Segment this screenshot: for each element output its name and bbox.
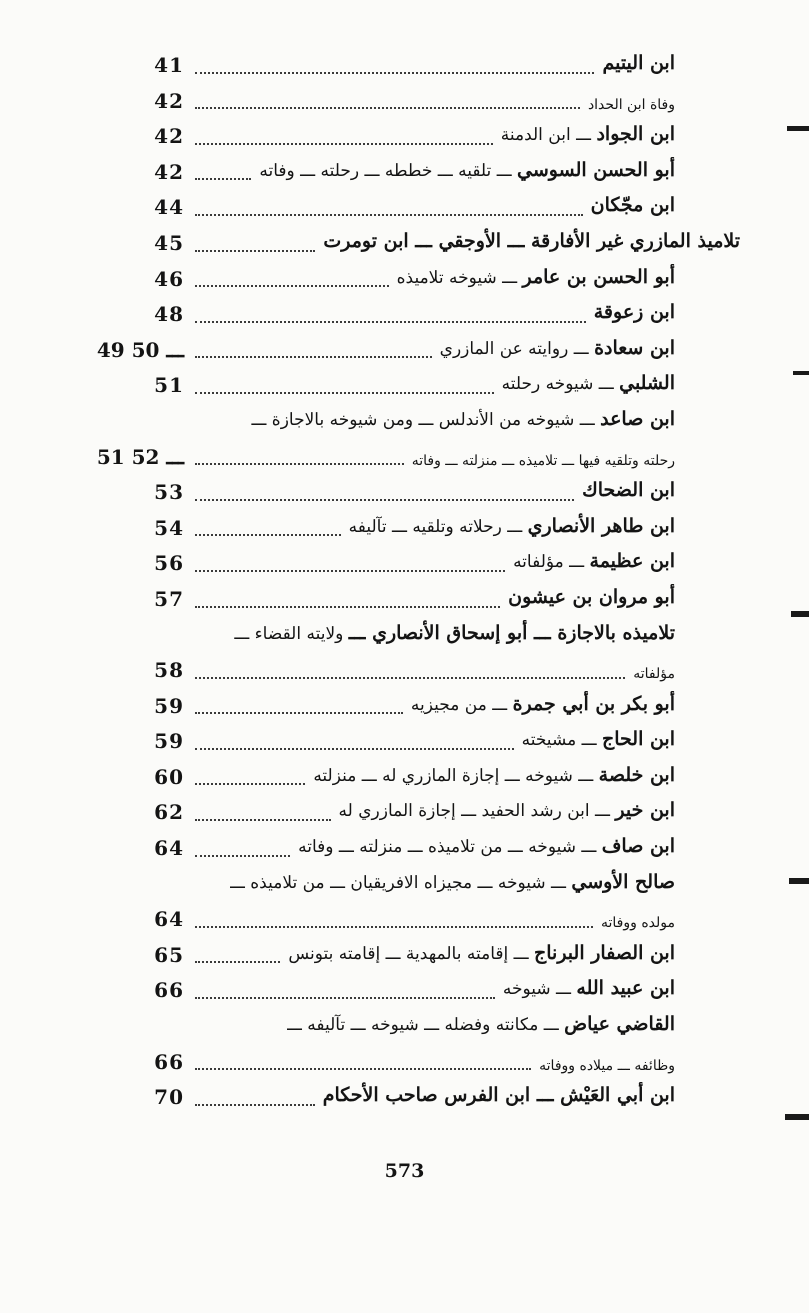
- leader-dots: [195, 568, 505, 572]
- entry-text: [287, 1011, 675, 1038]
- entry-lead: ابن صاف: [601, 835, 675, 858]
- entry-lead: ابن خير: [615, 799, 675, 822]
- page-ref: 66: [154, 1049, 184, 1074]
- entry-lead: ابن زعوقة: [593, 301, 675, 324]
- leader-dots: [195, 497, 574, 501]
- leader-dots: [195, 212, 583, 216]
- entry-text: [601, 910, 675, 936]
- entry-detail: ـــ ابن الدمنة: [500, 125, 597, 146]
- toc-entry: [90, 402, 740, 438]
- leader-dots: [195, 141, 493, 145]
- page-ref: 45: [154, 230, 184, 255]
- page-ref: 44: [154, 195, 184, 220]
- table-of-contents: [90, 46, 740, 1114]
- page-ref: 59: [154, 729, 184, 754]
- entry-lead: ابن سعادة: [594, 336, 675, 359]
- entry-text: [591, 192, 675, 219]
- entry-text: [323, 228, 740, 255]
- entry-text: [501, 121, 675, 148]
- entry-lead: أبو بكر بن أبي جمرة: [512, 692, 675, 715]
- entry-detail: ـــ شيوخه تلاميذه: [396, 267, 523, 288]
- leader-dots: [195, 675, 625, 679]
- entry-text: [339, 797, 675, 824]
- page-ref: 54: [154, 515, 184, 540]
- page-ref: 66: [154, 978, 184, 1003]
- entry-lead: الشلبي: [619, 372, 675, 395]
- toc-entry: [90, 366, 740, 402]
- entry-lead: ابن مجّكان: [590, 194, 675, 217]
- leader-dots: [195, 604, 500, 608]
- leader-dots: [195, 319, 586, 323]
- entry-text: [503, 975, 675, 1002]
- toc-entry: [90, 651, 740, 687]
- entry-lead: ابن اليتيم: [602, 52, 675, 74]
- entry-text: [323, 1082, 675, 1109]
- toc-entry: [90, 473, 740, 509]
- toc-entry: [90, 82, 740, 118]
- toc-entry: [90, 829, 740, 865]
- entry-lead: ابن أبي العَيْش ـــ ابن الفرس صاحب الأحكام: [322, 1084, 675, 1107]
- page-ref: 53: [154, 480, 184, 505]
- leader-dots: [195, 354, 432, 358]
- page-ref: 49 ـــ 50: [96, 337, 184, 362]
- scan-mark: [789, 878, 809, 884]
- toc-entry: [90, 936, 740, 972]
- entry-detail: ـــ شيوخه رحلته: [501, 374, 620, 395]
- page-ref: 62: [154, 800, 184, 825]
- entry-text: [288, 940, 675, 967]
- page-number: 573: [384, 1160, 425, 1182]
- entry-lead: أبو الحسن بن عامر: [522, 265, 675, 288]
- leader-dots: [195, 176, 251, 180]
- toc-entry: [90, 900, 740, 936]
- page-ref: 42: [154, 124, 184, 149]
- entry-text: [411, 691, 675, 718]
- leader-dots: [195, 1066, 531, 1070]
- entry-lead: ابن الضحاك: [582, 479, 675, 502]
- entry-lead: تلاميذ المازري غير الأفارقة ـــ الأوجقي ـــ ابن تومرت: [323, 229, 740, 252]
- page-ref: 60: [154, 764, 184, 789]
- entry-lead: أبو الحسن السوسي: [517, 158, 675, 181]
- entry-detail: ـــ شيوخه من الأندلس ـــ ومن شيوخه بالاجازة ـــ: [251, 409, 601, 430]
- entry-detail: ـــ روايته عن المازري: [439, 338, 595, 359]
- page-ref: 64: [154, 907, 184, 932]
- toc-entry: [90, 616, 740, 652]
- page-ref: 46: [154, 266, 184, 291]
- page-ref: 64: [154, 836, 184, 861]
- leader-dots: [195, 461, 404, 465]
- entry-lead: ابن الجواد: [596, 123, 675, 146]
- toc-entry: [90, 188, 740, 224]
- entry-detail: ـــ رحلاته وتلقيه ـــ تآليفه: [348, 516, 528, 537]
- toc-entry: [90, 1043, 740, 1079]
- entry-detail: ـــ تلقيه ـــ خططه ـــ رحلته ـــ وفاته: [259, 160, 518, 181]
- page-ref: 59: [154, 693, 184, 718]
- entry-text: [633, 661, 675, 687]
- entry-text: [251, 406, 675, 433]
- leader-dots: [195, 995, 495, 999]
- scan-mark: [787, 126, 809, 131]
- page-ref: 48: [154, 302, 184, 327]
- entry-lead: القاضي عياض: [564, 1013, 675, 1036]
- entry-text: [602, 50, 675, 77]
- leader-dots: [195, 70, 594, 74]
- page-ref: 58: [154, 658, 184, 683]
- entry-lead: ابن خلصة: [598, 763, 675, 786]
- leader-dots: [195, 924, 593, 928]
- entry-text: [234, 620, 675, 647]
- scan-mark: [785, 1114, 809, 1120]
- leader-dots: [195, 710, 403, 714]
- entry-text: [440, 335, 675, 362]
- entry-detail: وفاة ابن الحداد: [587, 96, 675, 113]
- entry-detail: ـــ ابن رشد الحفيد ـــ إجازة المازري له: [338, 801, 616, 822]
- entry-lead: أبو مروان بن عيشون: [508, 585, 675, 608]
- toc-entry: [90, 1007, 740, 1043]
- entry-text: [539, 1053, 675, 1079]
- entry-text: [349, 513, 675, 540]
- page-ref: 56: [154, 551, 184, 576]
- entry-lead: ابن عظيمة: [589, 550, 675, 573]
- toc-entry: [90, 793, 740, 829]
- leader-dots: [195, 817, 331, 821]
- toc-entry: [90, 971, 740, 1007]
- entry-lead: ابن الصفار البرناج: [533, 941, 675, 964]
- toc-entry: [90, 722, 740, 758]
- entry-lead: ابن طاهر الأنصاري: [527, 514, 675, 537]
- toc-entry: [90, 260, 740, 296]
- toc-entry: [90, 687, 740, 723]
- entry-detail: ـــ مكانته وفضله ـــ شيوخه ـــ تآليفه ـــ: [286, 1015, 565, 1036]
- toc-entry: [90, 509, 740, 545]
- entry-text: [582, 477, 675, 504]
- scan-mark: [791, 611, 809, 617]
- toc-entry: [90, 544, 740, 580]
- leader-dots: [195, 853, 290, 857]
- leader-dots: [195, 283, 389, 287]
- toc-entry: [90, 865, 740, 901]
- entry-detail: ـــ مشيخته: [521, 730, 602, 751]
- entry-text: [522, 726, 675, 753]
- entry-detail: ـــ من مجيزيه: [410, 694, 513, 715]
- entry-lead: ابن صاعد: [600, 407, 675, 430]
- leader-dots: [195, 1102, 315, 1106]
- entry-lead: ابن عبيد الله: [576, 977, 675, 1000]
- entry-text: [298, 833, 675, 860]
- page-ref: 51: [154, 373, 184, 398]
- entry-text: [502, 370, 675, 397]
- toc-entry: [90, 1078, 740, 1114]
- entry-lead: تلاميذه بالاجازة ـــ أبو إسحاق الأنصاري ـــ: [348, 621, 675, 644]
- entry-detail: ـــ شيوخه ـــ مجيزاه الافريقيان ـــ من تلاميذه ـــ: [229, 872, 572, 893]
- entry-detail: ـــ شيوخه: [502, 979, 577, 1000]
- toc-entry: [90, 580, 740, 616]
- entry-detail: وظائفه ـــ ميلاده ووفاته: [539, 1057, 675, 1074]
- toc-entry: [90, 295, 740, 331]
- entry-detail: مؤلفاته: [633, 666, 675, 683]
- toc-entry: [90, 331, 740, 367]
- page-ref: 51 ـــ 52: [96, 444, 184, 469]
- toc-entry: [90, 438, 740, 474]
- entry-detail: مولده ووفاته: [600, 915, 675, 932]
- toc-entry: [90, 153, 740, 189]
- leader-dots: [195, 532, 341, 536]
- entry-detail: ولايته القضاء ـــ: [234, 623, 349, 644]
- leader-dots: [195, 781, 305, 785]
- entry-lead: ابن الحاج: [601, 728, 675, 751]
- entry-text: [412, 448, 675, 474]
- entry-text: [513, 548, 675, 575]
- page-ref: 70: [154, 1085, 184, 1110]
- leader-dots: [195, 959, 280, 963]
- entry-detail: ـــ شيوخه ـــ إجازة المازري له ـــ منزلته: [313, 765, 599, 786]
- page-ref: 41: [154, 53, 184, 77]
- leader-dots: [195, 105, 580, 109]
- page-ref: 42: [154, 159, 184, 184]
- entry-text: [397, 264, 675, 291]
- entry-text: [594, 299, 675, 326]
- entry-detail: رحلته وتلقيه فيها ـــ تلاميذه ـــ منزلته ـــ وفاته: [411, 452, 675, 469]
- entry-lead: صالح الأوسي: [571, 870, 675, 893]
- leader-dots: [195, 248, 315, 252]
- toc-entry: [90, 117, 740, 153]
- page-ref: 65: [154, 942, 184, 967]
- entry-detail: ـــ شيوخه ـــ من تلاميذه ـــ منزلته ـــ وفاته: [298, 837, 602, 858]
- scan-mark: [793, 371, 809, 375]
- entry-text: [588, 92, 675, 118]
- entry-text: [259, 157, 675, 184]
- page-ref: 57: [154, 586, 184, 611]
- toc-entry: [90, 46, 740, 82]
- toc-entry: [90, 224, 740, 260]
- leader-dots: [195, 746, 514, 750]
- entry-text: [230, 869, 675, 896]
- toc-entry: [90, 758, 740, 794]
- entry-text: [313, 762, 675, 789]
- entry-detail: ـــ مؤلفاته: [513, 552, 590, 573]
- entry-text: [508, 584, 675, 611]
- entry-detail: ـــ إقامته بالمهدية ـــ إقامته بتونس: [288, 943, 534, 964]
- leader-dots: [195, 390, 494, 394]
- page-ref: 42: [154, 88, 184, 113]
